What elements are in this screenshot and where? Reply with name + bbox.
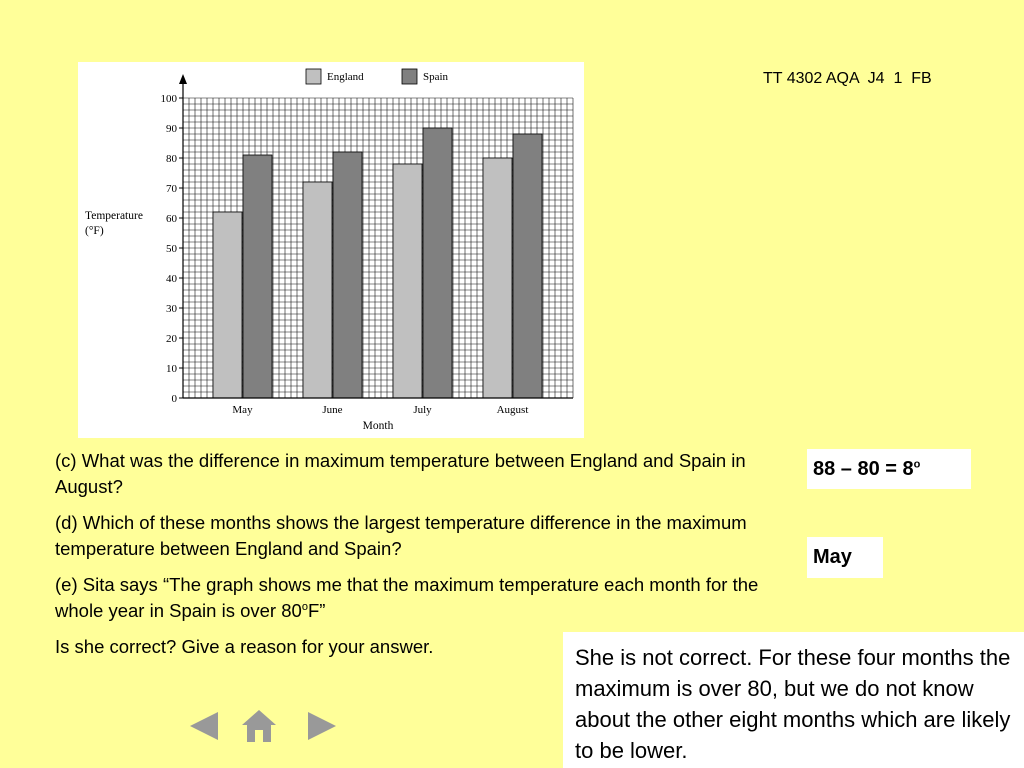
y-tick-label: 90 xyxy=(166,123,177,135)
answer-d-text: May xyxy=(813,546,852,568)
question-e-prompt: Is she correct? Give a reason for your answer. xyxy=(55,636,434,657)
answer-c-box xyxy=(807,449,971,489)
question-e-unit: F” xyxy=(307,600,326,621)
y-tick-label: 40 xyxy=(166,273,177,285)
slide-reference: TT 4302 AQA J4 1 FB xyxy=(763,70,932,87)
x-tick-label: May xyxy=(232,404,253,416)
chart-legend xyxy=(306,69,449,84)
y-tick-label: 100 xyxy=(160,93,177,105)
chart-svg xyxy=(78,62,584,438)
answer-c-text: 88 – 80 = 8 xyxy=(813,458,914,480)
triangle-left-icon xyxy=(188,710,220,742)
answer-e-box xyxy=(563,632,1024,768)
bar-spain-august xyxy=(513,134,542,398)
question-e-text: (e) Sita says “The graph shows me that the maximum temperature each month for the whole year in Spain is over 80 xyxy=(55,574,759,621)
home-button[interactable] xyxy=(240,708,278,749)
y-tick-label: 80 xyxy=(166,153,177,165)
y-tick-label: 70 xyxy=(166,183,177,195)
legend-swatch-spain xyxy=(402,69,417,84)
bar-england-august xyxy=(483,158,512,398)
y-axis-label-line1: Temperature xyxy=(85,210,143,222)
home-icon xyxy=(240,708,278,744)
x-tick-label: July xyxy=(413,404,432,416)
y-tick-label: 10 xyxy=(166,363,177,375)
back-button[interactable] xyxy=(188,710,220,747)
x-tick-label: August xyxy=(496,404,529,416)
x-tick-label: June xyxy=(322,404,343,416)
y-tick-label: 20 xyxy=(166,333,177,345)
y-tick-label: 60 xyxy=(166,213,177,225)
question-c: (c) What was the difference in maximum temperature between England and Spain in August? xyxy=(55,450,746,497)
y-tick-label: 30 xyxy=(166,303,177,315)
bar-spain-july xyxy=(423,128,452,398)
bar-spain-may xyxy=(243,155,272,398)
bar-england-may xyxy=(213,212,242,398)
chart-y-ticks xyxy=(161,93,184,405)
y-tick-label: 50 xyxy=(166,243,177,255)
question-e xyxy=(55,572,795,624)
answer-c-degree: o xyxy=(913,458,921,471)
y-tick-label: 0 xyxy=(171,393,177,405)
degree-symbol: o xyxy=(301,600,308,613)
legend-swatch-england xyxy=(306,69,321,84)
triangle-right-icon xyxy=(306,710,338,742)
legend-label-england: England xyxy=(327,71,364,83)
forward-button[interactable] xyxy=(306,710,338,747)
bar-england-june xyxy=(303,182,332,398)
answer-d-box xyxy=(807,537,883,578)
legend-label-spain: Spain xyxy=(423,71,449,83)
x-axis-label: Month xyxy=(362,420,394,432)
bar-england-july xyxy=(393,164,422,398)
question-d: (d) Which of these months shows the largest temperature difference in the maximum temperature between England and Spain? xyxy=(55,512,747,559)
bar-spain-june xyxy=(333,152,362,398)
chart-x-ticks xyxy=(232,404,528,416)
answer-e-text: She is not correct. For these four months the maximum is over 80, but we do not know about the other eight months which are likely to be lower. xyxy=(575,645,1011,763)
y-axis-arrow-icon xyxy=(179,74,187,84)
home-door xyxy=(255,730,263,742)
y-axis-label-line2: (°F) xyxy=(85,225,104,237)
temperature-bar-chart xyxy=(78,62,584,438)
